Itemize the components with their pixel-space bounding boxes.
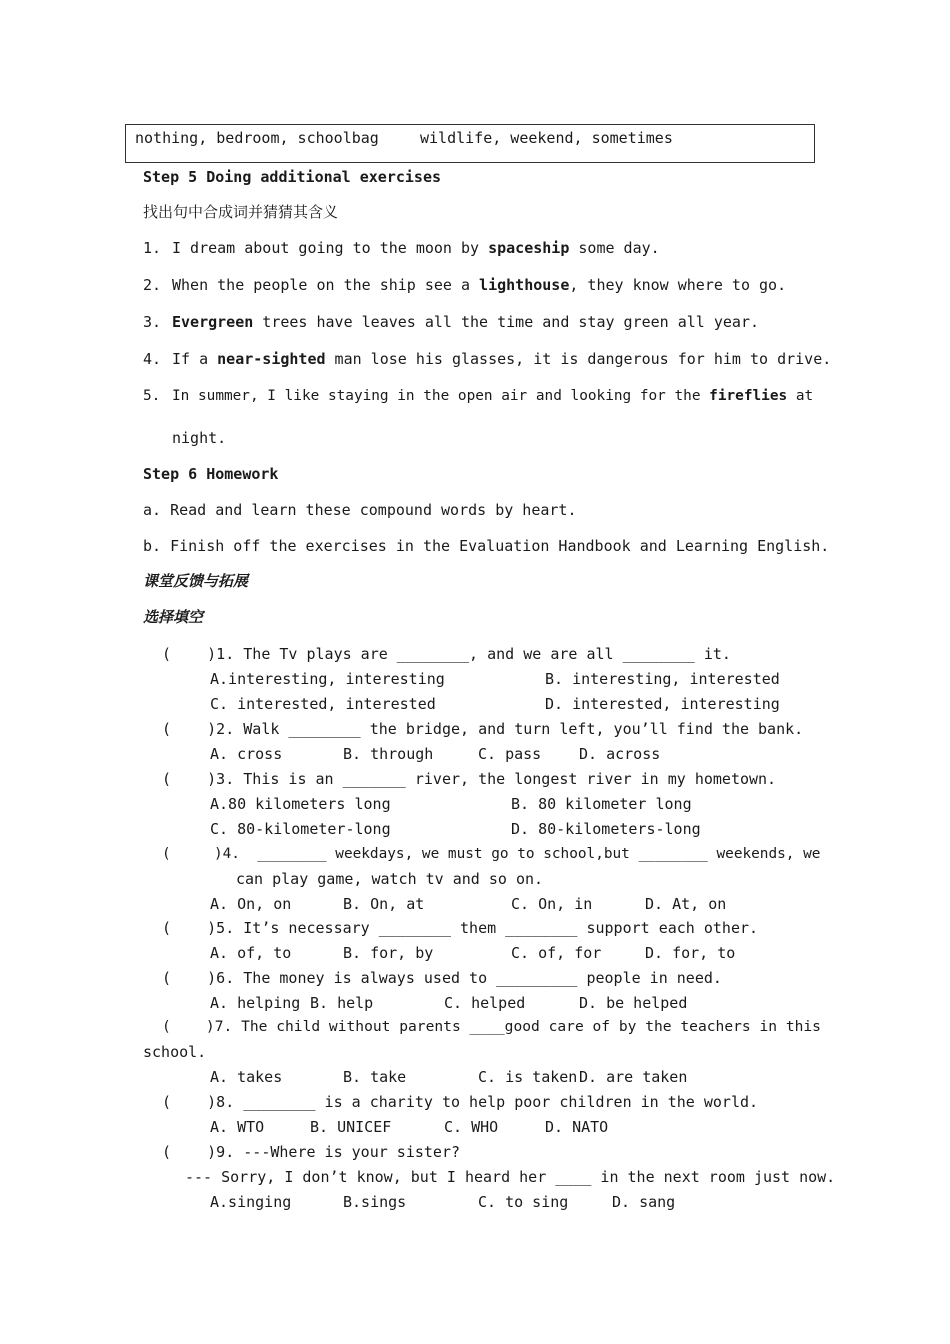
q7-option-b: B. take [343,1068,407,1086]
q4-option-c: C. On, in [511,895,593,913]
q9-option-b: B.sings [343,1193,407,1211]
homework-a: a. Read and learn these compound words by heart. [143,501,577,519]
compound-word: fireflies [709,388,788,404]
q9-option-c: C. to sing [478,1193,569,1211]
step5-item-2: 2. When the people on the ship see a lighthouse, they know where to go. [143,276,787,294]
question-1-stem: ( )1. The Tv plays are ________, and we are all ________ it. [162,645,731,663]
choice-heading: 选择填空 [143,608,204,626]
compound-word: Evergreen [172,313,254,331]
step5-item-1: 1. I dream about going to the moon by spaceship some day. [143,239,660,257]
q8-option-c: C. WHO [444,1118,499,1136]
question-2-stem: ( )2. Walk ________ the bridge, and turn left, you’ll find the bank. [162,720,804,738]
word-box-left: nothing, bedroom, schoolbag [135,129,379,147]
step5-item-5: 5. In summer, I like staying in the open air and looking for the fireflies at [143,388,814,404]
q4-option-b: B. On, at [343,895,425,913]
word-box-right: wildlife, weekend, sometimes [420,129,673,147]
q5-option-b: B. for, by [343,944,434,962]
q6-option-c: C. helped [444,994,526,1012]
q3-option-d: D. 80-kilometers-long [511,820,701,838]
q5-option-d: D. for, to [645,944,736,962]
q2-option-d: D. across [579,745,661,763]
question-7-stem: ( )7. The child without parents ____good care of by the teachers in this [162,1018,821,1035]
q9-option-a: A.singing [210,1193,292,1211]
question-4-cont: can play game, watch tv and so on. [236,870,544,888]
q8-option-a: A. WTO [210,1118,265,1136]
q5-option-a: A. of, to [210,944,292,962]
step6-title: Step 6 Homework [143,465,279,483]
question-9-reply: --- Sorry, I don’t know, but I heard her ____ in the next room just now. [185,1168,836,1186]
q1-option-d: D. interested, interesting [545,695,780,713]
q1-option-c: C. interested, interested [210,695,436,713]
step5-item-4: 4. If a near-sighted man lose his glasses, it is dangerous for him to drive. [143,350,832,368]
step5-item-3: 3. Evergreen trees have leaves all the time and stay green all year. [143,313,760,331]
question-3-stem: ( )3. This is an _______ river, the longest river in my hometown. [162,770,777,788]
q9-option-d: D. sang [612,1193,676,1211]
homework-b: b. Finish off the exercises in the Evaluation Handbook and Learning English. [143,537,830,555]
step5-item-5-cont: night. [172,429,227,447]
step5-title: Step 5 Doing additional exercises [143,168,442,186]
q5-option-c: C. of, for [511,944,602,962]
q3-option-c: C. 80-kilometer-long [210,820,391,838]
question-5-stem: ( )5. It’s necessary ________ them ________ support each other. [162,919,759,937]
question-9-stem: ( )9. ---Where is your sister? [162,1143,461,1161]
q7-option-c: C. is taken [478,1068,578,1086]
q6-option-d: D. be helped [579,994,688,1012]
compound-word: spaceship [488,239,570,257]
q3-option-a: A.80 kilometers long [210,795,391,813]
q2-option-b: B. through [343,745,434,763]
q7-option-a: A. takes [210,1068,283,1086]
question-4-stem: ( )4. ________ weekdays, we must go to school,but ________ weekends, we [162,846,821,862]
q6-option-b: B. help [310,994,374,1012]
compound-word: lighthouse [479,276,570,294]
q8-option-d: D. NATO [545,1118,609,1136]
q6-option-a: A. helping [210,994,301,1012]
q4-option-a: A. On, on [210,895,292,913]
q2-option-a: A. cross [210,745,283,763]
q4-option-d: D. At, on [645,895,727,913]
q1-option-a: A.interesting, interesting [210,670,445,688]
question-7-cont: school. [143,1043,207,1061]
q8-option-b: B. UNICEF [310,1118,392,1136]
q3-option-b: B. 80 kilometer long [511,795,692,813]
compound-word: near-sighted [217,350,326,368]
question-8-stem: ( )8. ________ is a charity to help poor children in the world. [162,1093,759,1111]
q2-option-c: C. pass [478,745,542,763]
q1-option-b: B. interesting, interested [545,670,780,688]
feedback-heading: 课堂反馈与拓展 [143,572,249,590]
q7-option-d: D. are taken [579,1068,688,1086]
question-6-stem: ( )6. The money is always used to _________ people in need. [162,969,722,987]
step5-instruction: 找出句中合成词并猜猜其含义 [143,203,339,221]
